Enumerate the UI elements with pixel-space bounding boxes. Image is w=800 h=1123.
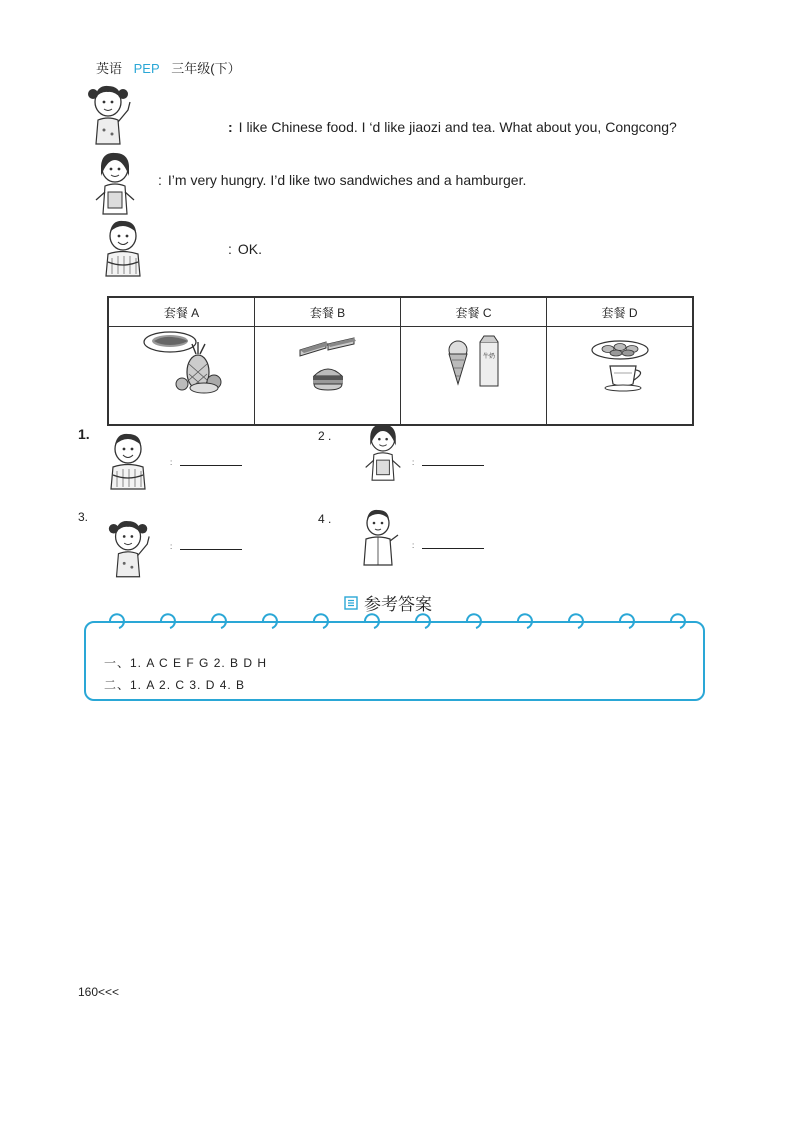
edition-label: PEP <box>133 61 160 76</box>
answer-line-1: 一、1. A C E F G 2. B D H <box>104 656 268 670</box>
question-1-colon: : <box>170 458 173 467</box>
sandwich-icon <box>300 338 356 356</box>
subject-label: 英语 <box>96 61 123 76</box>
grade-label: 三年级(下） <box>171 61 241 76</box>
question-4-answer-blank[interactable] <box>422 548 484 549</box>
question-2-number: 2 . <box>318 429 332 443</box>
table-row <box>108 327 693 426</box>
spiral-binding-rings <box>84 606 705 636</box>
set-meal-table <box>107 296 694 426</box>
dialogue-line-1: : I like Chinese food. I ‘d like jiaozi and tea. What about you, Congcong? <box>228 119 677 135</box>
set-d-food-icons <box>548 328 691 418</box>
table-header-cell: 套餐 B <box>255 297 401 327</box>
girl-apron-illustration <box>360 420 406 482</box>
dumplings-icon <box>592 341 648 359</box>
table-header-row <box>108 297 693 327</box>
girl-pigtails-illustration <box>84 80 134 146</box>
answer-line-2: 二、1. A 2. C 3. D 4. B <box>104 678 246 692</box>
set-d-cell <box>547 327 694 426</box>
dialogue-line-2: : I’m very hungry. I’d like two sandwiches and a hamburger. <box>158 172 527 188</box>
question-1-number: 1. <box>78 426 90 442</box>
question-3-number: 3. <box>78 510 89 524</box>
question-3-colon: : <box>170 542 173 551</box>
fish-dish-icon <box>144 332 196 352</box>
set-a-food-icons <box>110 328 253 418</box>
set-c-food-icons <box>402 328 545 418</box>
ice-cream-icon <box>449 341 467 384</box>
question-1-answer-blank[interactable] <box>180 465 242 466</box>
set-b-food-icons <box>256 328 399 418</box>
set-a-cell <box>108 327 255 426</box>
milk-carton-icon <box>480 336 498 386</box>
girl-apron-illustration <box>90 148 140 216</box>
boy-shirt-illustration <box>356 505 400 567</box>
hamburger-icon <box>313 369 343 390</box>
dialogue-line-3: : OK. <box>228 241 263 257</box>
tea-cup-icon <box>605 366 641 391</box>
table-header-cell: 套餐 D <box>547 297 694 327</box>
girl-pigtails-illustration <box>105 513 153 581</box>
question-2-colon: : <box>412 458 415 467</box>
set-c-cell <box>401 327 547 426</box>
page-header <box>96 58 241 77</box>
page-number: 160<<< <box>78 985 120 999</box>
set-b-cell <box>255 327 401 426</box>
milk-carton-label: 牛奶 <box>482 353 496 360</box>
pineapple-icon <box>187 342 209 389</box>
boy-illustration <box>98 216 148 278</box>
question-4-colon: : <box>412 541 415 550</box>
boy-illustration <box>103 428 153 492</box>
question-3-answer-blank[interactable] <box>180 549 242 550</box>
table-header-cell: 套餐 C <box>401 297 547 327</box>
question-4-number: 4 . <box>318 512 332 526</box>
answer-title-text: 参考答案 <box>364 595 432 614</box>
table-header-cell: 套餐 A <box>108 297 255 327</box>
question-2-answer-blank[interactable] <box>422 465 484 466</box>
